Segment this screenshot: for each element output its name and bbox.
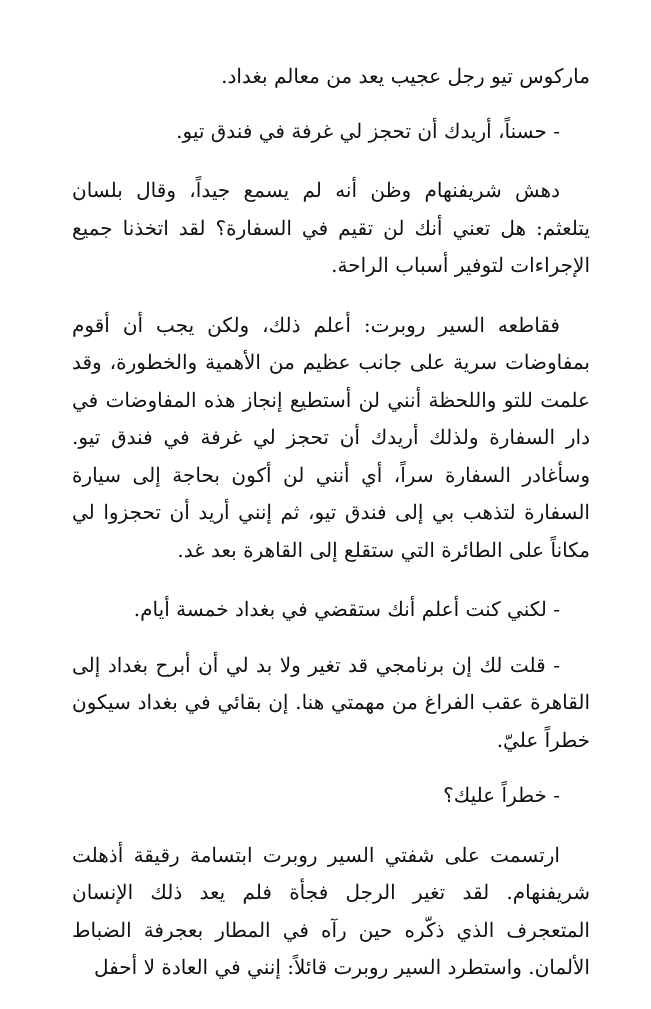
paragraph-negotiations: فقاطعه السير روبرت: أعلم ذلك، ولكن يجب أن أقوم بمفاوضات سرية على جانب عظيم من الأهمية والخطورة، وقد علمت للتو واللحظة أنني لن أستطيع إنجاز هذه المفاوضات في دار السفارة ولذلك أريدك أن تحجز لي غرفة في فندق تيو. وسأغادر السفارة سراً، أي أنني لن أكون بحاجة إلى سيارة السفارة لتذهب بي إلى فندق تيو، ثم إنني أريد أن تحجزوا لي مكاناً على الطائرة التي ستقلع إلى القاهرة بعد غد. [72, 312, 590, 562]
paragraph-smile: ارتسمت على شفتي السير روبرت ابتسامة رقيقة أذهلت شريفنهام. لقد تغير الرجل فجأة فلم يعد ذلك الإنسان المتعجرف الذي ذكّره حين رآه في المطار بعجرفة الضباط الألمان. واستطرد السير روبرت قائلاً: إنني في العادة لا أحفل [72, 842, 590, 979]
book-page [72, 58, 590, 1009]
paragraph-surprise: دهش شريفنهام وظن أنه لم يسمع جيداً، وقال بلسان يتلعثم: هل تعني أنك لن تقيم في السفارة؟ لقد اتخذنا جميع الإجراءات لتوفير أسباب الراحة. [72, 178, 590, 277]
paragraph-dialogue-danger: - خطراً عليك؟ [443, 783, 560, 807]
paragraph-dialogue-five-days: - لكني كنت أعلم أنك ستقضي في بغداد خمسة أيام. [133, 597, 560, 621]
paragraph-dialogue-hotel: - حسناً، أريدك أن تحجز لي غرفة في فندق تيو. [176, 118, 560, 143]
paragraph-intro: ماركوس تيو رجل عجيب يعد من معالم بغداد. [221, 64, 590, 88]
paragraph-dialogue-plan-changed: - قلت لك إن برنامجي قد تغير ولا بد لي أن أبرح بغداد إلى القاهرة عقب الفراغ من مهمتي هنا. إن بقائي في بغداد سيكون خطراً عليّ. [72, 652, 590, 752]
